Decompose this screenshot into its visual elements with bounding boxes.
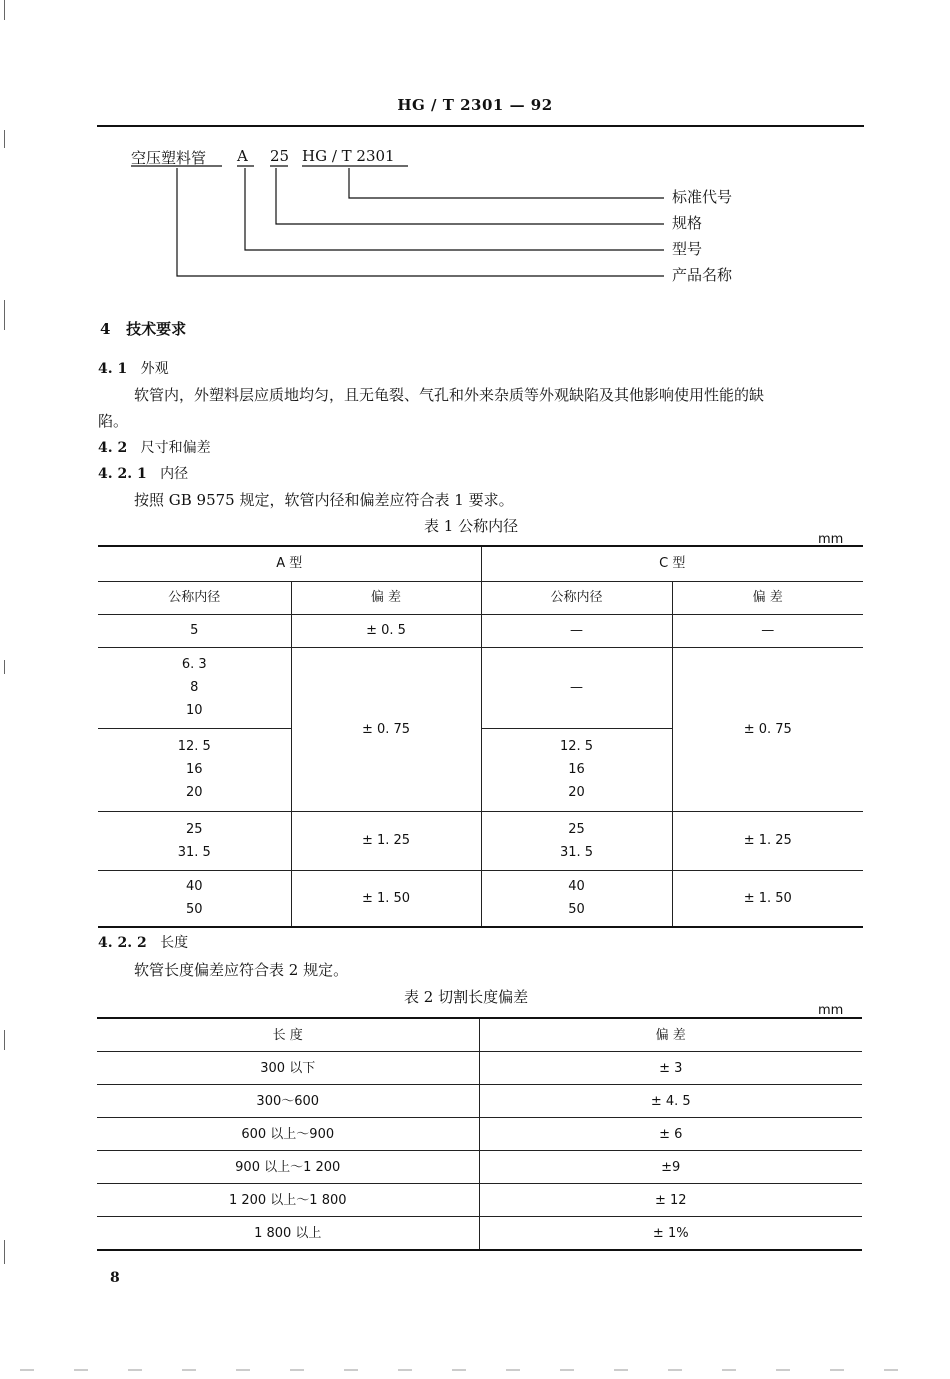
cell-c-dn: — xyxy=(481,614,672,647)
cell-length: 600 以上～900 xyxy=(97,1118,479,1151)
legend-product-name: 产品名称 xyxy=(672,266,733,284)
group-header-a: A 型 xyxy=(98,546,481,581)
scan-edge-mark xyxy=(4,1240,5,1264)
group-header-c: C 型 xyxy=(481,546,863,581)
value: 20 xyxy=(185,785,203,800)
column-header-tolerance: 偏 差 xyxy=(479,1018,862,1052)
section-4-1-text-line2: 陷。 xyxy=(98,412,129,430)
cell-tolerance: ± 1% xyxy=(479,1217,862,1251)
column-header-dn: 公称内径 xyxy=(98,581,291,614)
value: 25 xyxy=(568,821,585,837)
value: 31. 5 xyxy=(559,844,594,860)
section-number: 4. 2 xyxy=(98,440,128,456)
table2-unit: mm xyxy=(818,1003,844,1018)
cell-c-tolerance: ± 1. 25 xyxy=(672,811,863,870)
cell-tolerance: ± 4. 5 xyxy=(479,1085,862,1118)
section-number: 4 xyxy=(100,320,111,338)
cell-a-tolerance: ± 1. 50 xyxy=(291,870,481,927)
marking-diagram-lines xyxy=(0,0,950,300)
marking-size: 25 xyxy=(270,147,290,165)
legend-type: 型号 xyxy=(672,240,703,258)
cell-tolerance: ± 12 xyxy=(479,1184,862,1217)
value: 16 xyxy=(568,762,585,777)
value: 40 xyxy=(568,879,585,895)
table-row xyxy=(97,1184,862,1217)
section-title: 尺寸和偏差 xyxy=(140,440,211,456)
scan-bottom-marks xyxy=(0,1360,950,1379)
value: 25 xyxy=(185,821,203,837)
cell-c-dn xyxy=(481,811,672,870)
table-row xyxy=(97,1085,862,1118)
section-4-2-heading xyxy=(98,437,211,457)
value: 40 xyxy=(185,879,203,895)
section-4-2-1-heading xyxy=(98,463,188,483)
table-row xyxy=(97,1217,862,1251)
section-4-2-2-text: 软管长度偏差应符合表 2 规定。 xyxy=(134,961,349,979)
column-header-dn: 公称内径 xyxy=(481,581,672,614)
cell-c-tolerance: ± 1. 50 xyxy=(672,870,863,927)
value: 50 xyxy=(185,902,203,918)
section-4-1-text-line1: 软管内，外塑料层应质地均匀，且无龟裂、气孔和外来杂质等外观缺陷及其他影响使用性能的缺 xyxy=(134,386,765,404)
column-header-tolerance: 偏 差 xyxy=(672,581,863,614)
cell-c-dn xyxy=(481,870,672,927)
section-title: 长度 xyxy=(160,935,189,951)
cell-a-tolerance: ± 1. 25 xyxy=(291,811,481,870)
section-number: 4. 2. 2 xyxy=(98,935,147,951)
table-row xyxy=(97,1151,862,1184)
value: 10 xyxy=(185,703,203,718)
cell-c-dn: — xyxy=(481,647,672,728)
marking-type: A xyxy=(237,147,248,165)
cell-length: 300 以下 xyxy=(97,1052,479,1085)
table2-caption: 表 2 切割长度偏差 xyxy=(404,988,529,1006)
section-number: 4. 2. 1 xyxy=(98,466,147,482)
section-title: 技术要求 xyxy=(126,320,187,338)
cell-length: 1 200 以上～1 800 xyxy=(97,1184,479,1217)
cell-length: 300～600 xyxy=(97,1085,479,1118)
section-title: 外观 xyxy=(140,361,169,377)
table-nominal-inner-diameter xyxy=(98,545,863,928)
cell-a-dn xyxy=(98,728,291,811)
section-number: 4. 1 xyxy=(98,361,128,377)
cell-tolerance: ± 6 xyxy=(479,1118,862,1151)
value: 20 xyxy=(568,785,585,800)
cell-tolerance: ± 3 xyxy=(479,1052,862,1085)
standard-code-header: HG / T 2301 — 92 xyxy=(397,96,553,114)
cell-c-tolerance: ± 0. 75 xyxy=(672,647,863,811)
scan-edge-mark xyxy=(4,1030,5,1050)
column-header-length: 长 度 xyxy=(97,1018,479,1052)
section-4-1-heading xyxy=(98,358,169,378)
value: 12. 5 xyxy=(177,739,211,754)
value: 16 xyxy=(185,762,203,777)
cell-a-dn: 5 xyxy=(98,614,291,647)
section-title: 内径 xyxy=(160,466,189,482)
cell-tolerance: ±9 xyxy=(479,1151,862,1184)
column-header-tolerance: 偏 差 xyxy=(291,581,481,614)
table-row xyxy=(97,1118,862,1151)
table1-caption: 表 1 公称内径 xyxy=(424,517,519,535)
cell-a-tolerance: ± 0. 5 xyxy=(291,614,481,647)
scan-edge-mark xyxy=(4,300,5,330)
cell-a-tolerance: ± 0. 75 xyxy=(291,647,481,811)
marking-product-name: 空压塑料管 xyxy=(131,149,207,167)
page-number: 8 xyxy=(110,1270,120,1286)
cell-c-tolerance: — xyxy=(672,614,863,647)
section-4-2-1-text: 按照 GB 9575 规定，软管内径和偏差应符合表 1 要求。 xyxy=(134,491,514,509)
section-4-2-2-heading xyxy=(98,932,188,952)
scan-edge-mark xyxy=(4,660,5,674)
table1-unit: mm xyxy=(818,532,844,547)
value: 50 xyxy=(568,902,585,918)
legend-standard-code: 标准代号 xyxy=(672,188,733,206)
cell-a-dn xyxy=(98,811,291,870)
cell-a-dn xyxy=(98,870,291,927)
cell-a-dn xyxy=(98,647,291,728)
cell-c-dn xyxy=(481,728,672,811)
value: 6. 3 xyxy=(181,657,207,672)
section-4-heading xyxy=(100,318,186,339)
cell-length: 1 800 以上 xyxy=(97,1217,479,1251)
value: 12. 5 xyxy=(559,739,594,754)
legend-size: 规格 xyxy=(672,214,703,232)
cell-length: 900 以上～1 200 xyxy=(97,1151,479,1184)
value: 31. 5 xyxy=(177,844,211,860)
value: 8 xyxy=(190,680,199,695)
table-row xyxy=(97,1052,862,1085)
marking-standard: HG / T 2301 xyxy=(302,147,395,165)
table-cut-length-tolerance xyxy=(97,1017,862,1251)
